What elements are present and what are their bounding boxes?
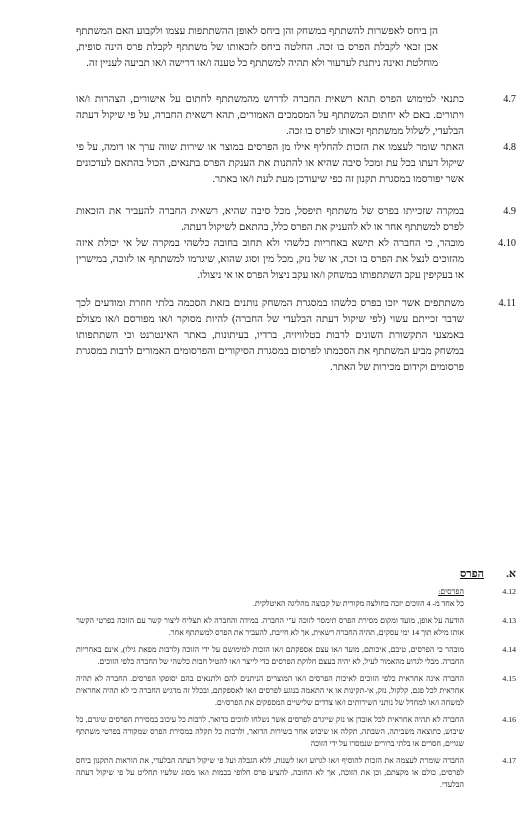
section-title: הפרס — [460, 568, 484, 580]
clause-text: מובהר כי הפרסים, טיבם, איכותם, מועד ו/או עצם אספקתם ו/או הזכות למימושם על ידי הזוכה (לרבות מפאת גילו), אינם באחריות החברה. מבלי לגרוע מהאמור לעיל, לא יהיה בעצם חלוקת הפרסים כדי לייצר ו/או להטיל חבות כלשהי של החברה כלפי הזוכים. — [76, 645, 464, 666]
clause-text: משתתפים אשר יזכו בפרס כלשהו במסגרת המשחק נותנים בזאת הסכמה בלתי חוזרת ומודעים לכך שדבר זכייתם עשוי (לפי שיקול דעתה הבלעדי של החברה) להיות מסוקר ו/או מפורסם ו/או מצולם באמצעי התקשורת השונים לרבות בטלוויזיה, ברדיו, בעיתונות, באתר האינטרנט וכי השתתפותו במשחק מביע המשתתף את הסכמתו לפרסום במסגרת הסיקורים והפרסומים האמורים לרבות במסגרת פרסומים וקידום מכירות של האתר. — [76, 298, 464, 373]
clause-text: האתר שומר לעצמו את הזכות להחליף אילו מן הפרסים במוצר או שירות שווה ערך או דומה, על פי שיקול דעתו בכל עת ומכל סיבה שהיא או להתנות את הענקת הפרס בתנאים, הכול בהתאם לעדכונים אשר יפורסמו במסגרת תקנון זה כפי שיעודכן מעת לעת ו/או באתר. — [76, 142, 464, 185]
clause-4-13 — [76, 615, 516, 639]
clause-text: החברה אינה אחראית כלפי הזוכים לאיכות הפרסים ו/או המוצרים הניתנים להם ולתנאים בהם יסופקו הפרסים. החברה לא תהיה אחראית לכל פגם, קלקול, נזק, אי-תקינות או אי התאמה בנוגע לפרסים ו/או לאספקתם, ובכלל זה מדגיש החברה כי לא תהיה אחראית למשחה ו/או למחדל של נותני השירותים ו/או צדדים שלישיים המספקים את הפרס/ים. — [76, 674, 464, 707]
clause-number: 4.12 — [502, 587, 516, 596]
clause-number: 4.11 — [498, 298, 516, 309]
clause-4-9 — [76, 204, 516, 236]
clause-4-12 — [76, 586, 516, 610]
clause-number: 4.10 — [498, 238, 516, 249]
clause-4-17 — [76, 755, 516, 791]
clause-number: 4.9 — [503, 206, 516, 217]
clause-number: 4.16 — [502, 715, 516, 724]
clause-4-15 — [76, 673, 516, 709]
clause-subtitle: הפרסים: — [438, 587, 464, 596]
clause-text: החברה שומרת לעצמה את הזכות להוסיף ו/או לגרוע ו/או לשנות, ללא הגבלה ועל פי שיקול דעתה הבלעדי, את הוראות התקנון ביחס לפרסים, כולם או מקצתם, וכן את הזוכה, אך לא החובה, להציע פרס חלופי בכמות ו/או מסוג שלעיו תחליט על פי שיקול דעתה הבלעדי. — [76, 756, 464, 789]
clause-4-7 — [76, 92, 516, 140]
clause-4-16 — [76, 714, 516, 750]
clause-4-14 — [76, 644, 516, 668]
intro-paragraph: הן ביחס לאפשרות להשתתף במשחק והן ביחס לאופן ההשתתפות עצמו ולקבוע האם המשתתף אכן זכאי לקבלת הפרס בו זכה. החלטה ביחס לזכאותו של משתתף לקבלת פרס הינה סופית, מוחלטת ואינה ניתנת לערעור ולא תהיה למשתתף כל טענה ו/או דרישה ו/או תביעה לעניין זה. — [76, 26, 438, 69]
clause-number: 4.17 — [502, 756, 516, 765]
clause-text: כל אחד מ- 4 הזוכים יזכה בחולצה מקורית של קבוצה מהליגה האיטלקית. — [253, 599, 464, 608]
clause-number: 4.15 — [502, 674, 516, 683]
clause-4-11 — [76, 296, 516, 376]
clause-number: 4.13 — [502, 616, 516, 625]
clause-number: 4.14 — [502, 645, 516, 654]
clause-4-10 — [76, 236, 516, 284]
clause-text: מובהר, כי החברה לא תישא באחריות כלשהי ולא תחוב בחובה כלשהי במקרה של אי יכולת איזה מהזוכים לנצל את הפרס בו זכה, או של נזק, מכל מין וסוג שהוא, שיגרמו למשתתף או לזוכה, במישרין או בעקיפין עקב השתתפותו במשחק ו/או עקב ניצול הפרס או אי ניצולו. — [76, 238, 464, 281]
clause-text: כתנאי למימוש הפרס תהא רשאית החברה לדרוש מהמשתתף לחתום על אישורים, הצהרות ו/או ויתורים. באם לא יחתום המשתתף על המסמכים האמורים, תהא רשאית החברה, על פי שיקול דעתה הבלעדי, לשלול ממשתתף זכאותו לפרס בו זכה. — [76, 94, 464, 137]
clause-text: במקרה שזכייתו בפרס של משתתף תיפסל, מכל סיבה שהיא, רשאית החברה להעביר את הזכאות לפרס למשתתף אחר או לא להעניק את הפרס כלל, בהתאם לשיקול דעתה. — [76, 206, 464, 233]
clause-text: החברה לא תהיה אחראית לכל אובדן או נזק שייגרם לפרסים אשר נשלחו לזוכים בדואר, לרבות כל עיכוב במסירת הפרסים שיגרם, כל שיבוש, כתוצאה משביתה, השבתה, תקלה או שיבוש אחר בשירות הדואר, ולרבות כל תקלה במסירת הפרס שמקורה בפרטי משתתף שגויים, חסרים או בלתי ברורים שנמסרו על ידי הזוכה — [76, 715, 464, 748]
section-letter: א. — [506, 568, 516, 580]
clause-number: 4.8 — [503, 142, 516, 153]
clause-number: 4.7 — [503, 94, 516, 105]
clause-text: הודעה על אופן, מועד ומקום מסירת הפרס תימסר לזוכה ע"י החברה. במידה והחברה לא תצליח ליצור קשר עם הזוכה בפרטי הקשר אותו מילא תוך 14 ימי עסקים, תהיה החברה רשאית, אך לא חייבת, להעביר את הפרס למשתתף אחר. — [76, 616, 464, 637]
clause-4-8 — [76, 140, 516, 188]
